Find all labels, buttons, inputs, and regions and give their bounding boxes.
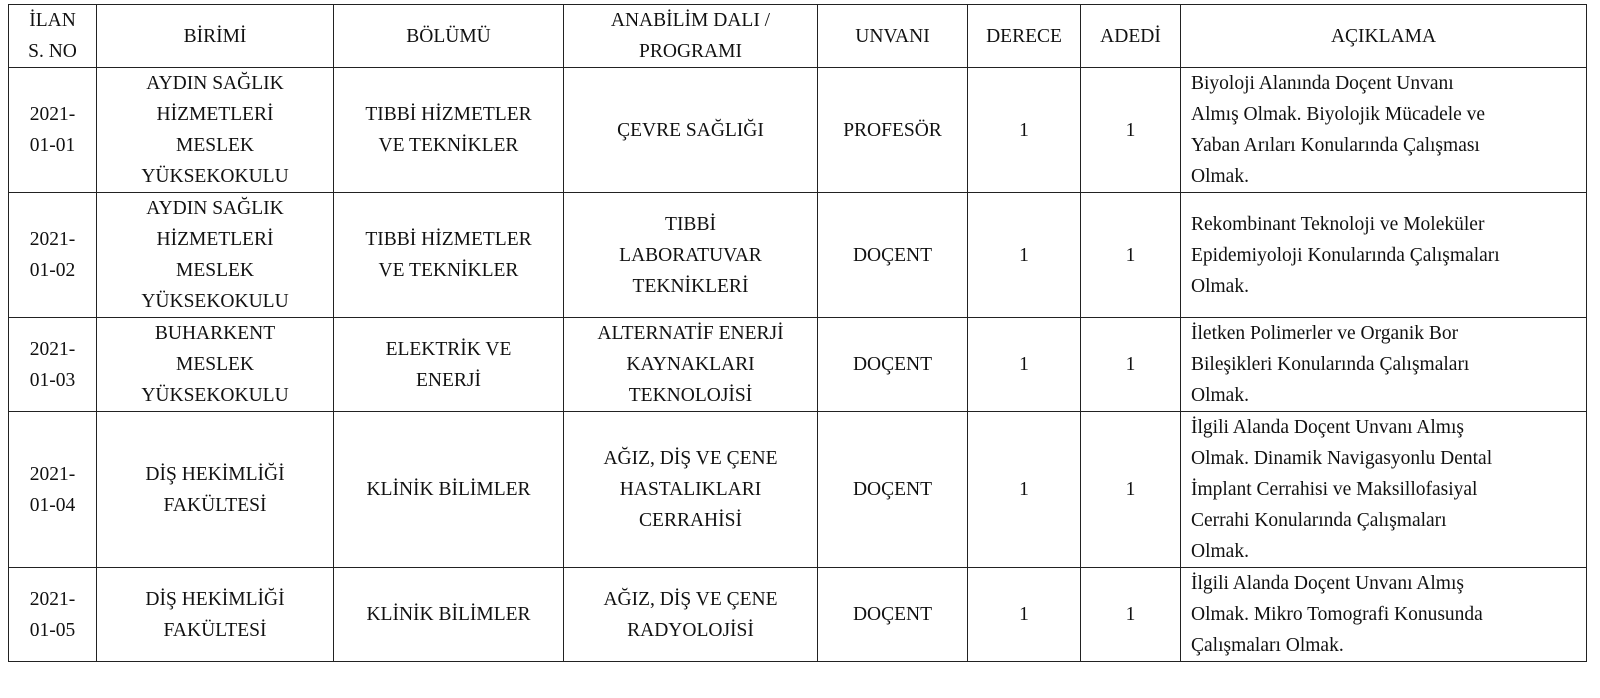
cell-line: LABORATUVAR xyxy=(619,244,762,266)
cell-anabilim xyxy=(564,68,818,193)
cell-anabilim xyxy=(564,568,818,662)
cell-line: DİŞ HEKİMLİĞİ xyxy=(145,588,285,610)
header-bolumu: BÖLÜMÜ xyxy=(334,5,564,68)
cell-line: Biyoloji Alanında Doçent Unvanı xyxy=(1191,73,1454,94)
cell-adedi: 1 xyxy=(1081,68,1181,193)
cell-line: KAYNAKLARI xyxy=(626,354,755,375)
cell-aciklama xyxy=(1181,318,1587,412)
cell-line: Rekombinant Teknoloji ve Moleküler xyxy=(1191,213,1485,235)
cell-line: BUHARKENT xyxy=(154,323,276,344)
cell-birimi xyxy=(97,193,334,318)
cell-line: YÜKSEKOKULU xyxy=(141,385,289,406)
cell-line: TIBBİ HİZMETLER xyxy=(365,104,532,125)
header-adedi: ADEDİ xyxy=(1081,5,1181,68)
cell-derece: 1 xyxy=(968,68,1081,193)
cell-unvani: DOÇENT xyxy=(818,568,968,662)
cell-adedi: 1 xyxy=(1081,193,1181,318)
table-row xyxy=(9,68,1587,193)
cell-line: İlgili Alanda Doçent Unvanı Almış xyxy=(1191,417,1464,438)
cell-line: Almış Olmak. Biyolojik Mücadele ve xyxy=(1191,104,1486,125)
cell-bolumu xyxy=(334,568,564,662)
cell-derece: 1 xyxy=(968,412,1081,568)
header-row xyxy=(9,5,1587,68)
cell-anabilim xyxy=(564,193,818,318)
cell-unvani: DOÇENT xyxy=(818,193,968,318)
cell-line: 01-02 xyxy=(29,260,76,281)
cell-line: İletken Polimerler ve Organik Bor xyxy=(1191,323,1459,344)
header-derece: DERECE xyxy=(968,5,1081,68)
cell-line: 01-03 xyxy=(29,369,76,391)
cell-ilan-no xyxy=(9,193,97,318)
cell-line: 01-05 xyxy=(29,619,76,641)
cell-bolumu xyxy=(334,193,564,318)
cell-ilan-no xyxy=(9,412,97,568)
cell-birimi xyxy=(97,412,334,568)
cell-line: Cerrahi Konularında Çalışmaları xyxy=(1191,510,1447,531)
cell-birimi xyxy=(97,568,334,662)
cell-line: MESLEK xyxy=(176,135,254,156)
table-row xyxy=(9,568,1587,662)
cell-ilan-no xyxy=(9,568,97,662)
cell-line: YÜKSEKOKULU xyxy=(141,291,289,312)
cell-line: İlgili Alanda Doçent Unvanı Almış xyxy=(1191,573,1464,594)
cell-line: 2021- xyxy=(29,463,76,485)
cell-derece: 1 xyxy=(968,318,1081,412)
cell-adedi: 1 xyxy=(1081,568,1181,662)
header-anabilim: ANABİLİM DALI / PROGRAMI xyxy=(564,5,818,68)
cell-line: AĞIZ, DİŞ VE ÇENE xyxy=(603,588,778,610)
cell-line: CERRAHİSİ xyxy=(639,510,742,531)
cell-line: YÜKSEKOKULU xyxy=(141,166,289,187)
cell-adedi: 1 xyxy=(1081,412,1181,568)
cell-line: KLİNİK BİLİMLER xyxy=(366,604,531,625)
cell-aciklama xyxy=(1181,412,1587,568)
cell-line: DİŞ HEKİMLİĞİ xyxy=(145,463,285,485)
cell-line: AĞIZ, DİŞ VE ÇENE xyxy=(603,448,778,469)
header-birimi: BİRİMİ xyxy=(97,5,334,68)
table-row xyxy=(9,412,1587,568)
table-row xyxy=(9,318,1587,412)
cell-line: ELEKTRİK VE xyxy=(385,338,512,360)
cell-bolumu xyxy=(334,412,564,568)
cell-line: RADYOLOJİSİ xyxy=(627,619,754,641)
cell-line: TEKNOLOJİSİ xyxy=(628,385,753,406)
cell-line: FAKÜLTESİ xyxy=(163,619,267,641)
cell-line: TIBBİ HİZMETLER xyxy=(365,229,532,250)
cell-ilan-no xyxy=(9,68,97,193)
job-listings-table xyxy=(8,4,1587,662)
table-row xyxy=(9,193,1587,318)
cell-line: FAKÜLTESİ xyxy=(163,494,267,516)
cell-line: Olmak. xyxy=(1191,275,1249,297)
cell-unvani: DOÇENT xyxy=(818,318,968,412)
cell-line: HİZMETLERİ xyxy=(156,104,274,125)
cell-line: TIBBİ xyxy=(665,213,716,235)
cell-line: MESLEK xyxy=(176,354,254,375)
cell-line: Olmak. xyxy=(1191,541,1249,562)
cell-line: VE TEKNİKLER xyxy=(378,260,519,281)
cell-ilan-no xyxy=(9,318,97,412)
cell-line: Olmak. Mikro Tomografi Konusunda xyxy=(1191,604,1483,625)
header-aciklama: AÇIKLAMA xyxy=(1181,5,1587,68)
cell-line: Çalışmaları Olmak. xyxy=(1191,635,1344,656)
cell-line: Yaban Arıları Konularında Çalışması xyxy=(1191,135,1480,156)
cell-line: KLİNİK BİLİMLER xyxy=(366,479,531,500)
cell-line: AYDIN SAĞLIK xyxy=(146,198,284,219)
cell-line: Bileşikleri Konularında Çalışmaları xyxy=(1191,354,1470,375)
cell-birimi xyxy=(97,318,334,412)
cell-line: HİZMETLERİ xyxy=(156,229,274,250)
cell-bolumu xyxy=(334,68,564,193)
cell-line: TEKNİKLERİ xyxy=(632,275,749,297)
header-ilan-no: İLAN S. NO xyxy=(9,5,97,68)
cell-aciklama xyxy=(1181,193,1587,318)
cell-line: ALTERNATİF ENERJİ xyxy=(597,323,784,344)
cell-line: 2021- xyxy=(29,338,76,360)
cell-line: 01-01 xyxy=(29,135,76,156)
cell-line: MESLEK xyxy=(176,260,254,281)
cell-derece: 1 xyxy=(968,568,1081,662)
cell-line: İmplant Cerrahisi ve Maksillofasiyal xyxy=(1191,479,1478,500)
cell-line: Olmak. xyxy=(1191,166,1249,187)
cell-line: VE TEKNİKLER xyxy=(378,135,519,156)
cell-unvani: PROFESÖR xyxy=(818,68,968,193)
cell-bolumu xyxy=(334,318,564,412)
header-unvani: UNVANI xyxy=(818,5,968,68)
cell-anabilim xyxy=(564,412,818,568)
cell-anabilim xyxy=(564,318,818,412)
cell-line: ENERJİ xyxy=(416,369,481,391)
cell-birimi xyxy=(97,68,334,193)
cell-line: Epidemiyoloji Konularında Çalışmaları xyxy=(1191,244,1500,266)
cell-unvani: DOÇENT xyxy=(818,412,968,568)
cell-aciklama xyxy=(1181,68,1587,193)
cell-adedi: 1 xyxy=(1081,318,1181,412)
cell-line: 2021- xyxy=(29,104,76,125)
cell-derece: 1 xyxy=(968,193,1081,318)
cell-line: AYDIN SAĞLIK xyxy=(146,73,284,94)
cell-line: 2021- xyxy=(29,588,76,610)
cell-aciklama xyxy=(1181,568,1587,662)
cell-line: 01-04 xyxy=(29,494,76,516)
cell-line: ÇEVRE SAĞLIĞI xyxy=(617,119,764,141)
cell-line: Olmak. Dinamik Navigasyonlu Dental xyxy=(1191,448,1493,469)
cell-line: HASTALIKLARI xyxy=(619,479,762,500)
cell-line: Olmak. xyxy=(1191,385,1249,406)
cell-line: 2021- xyxy=(29,229,76,250)
document-page xyxy=(8,4,1586,662)
